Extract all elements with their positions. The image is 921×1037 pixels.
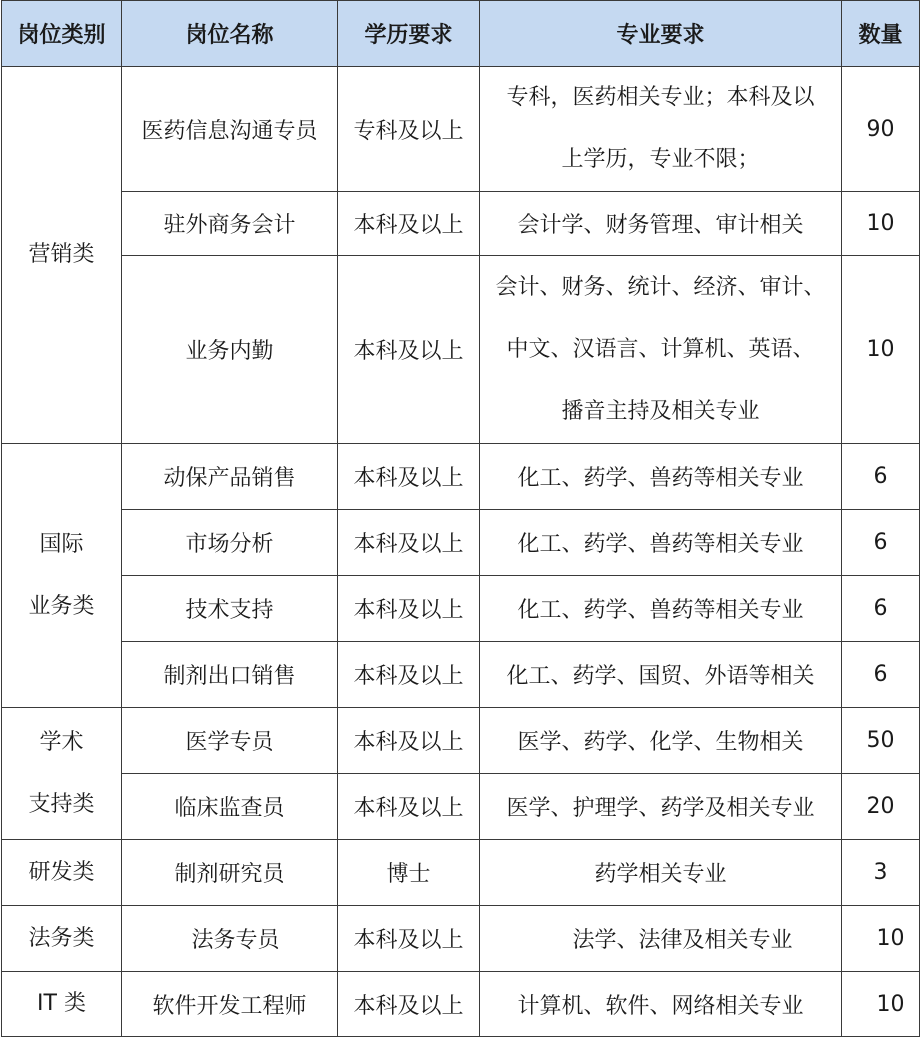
major-cell: 医学、护理学、药学及相关专业 xyxy=(480,774,842,840)
education-cell: 本科及以上 xyxy=(338,256,480,444)
table-row xyxy=(2,192,920,256)
major-text: 法学、法律及相关专业 xyxy=(572,928,793,953)
position-cell: 动保产品销售 xyxy=(122,444,338,510)
position-cell: 医药信息沟通专员 xyxy=(122,67,338,192)
education-cell: 本科及以上 xyxy=(338,576,480,642)
education-cell: 专科及以上 xyxy=(338,67,480,192)
position-cell: 技术支持 xyxy=(122,576,338,642)
major-cell: 会计学、财务管理、审计相关 xyxy=(480,192,842,256)
table-row xyxy=(2,642,920,708)
education-cell: 本科及以上 xyxy=(338,906,480,972)
category-line: 国际 xyxy=(39,531,84,557)
major-line: 专科，医药相关专业；本科及以 xyxy=(506,85,815,110)
position-cell: 制剂出口销售 xyxy=(122,642,338,708)
quantity-cell xyxy=(842,972,920,1037)
education-cell: 本科及以上 xyxy=(338,510,480,576)
quantity-cell: 90 xyxy=(842,67,920,192)
quantity-cell: 6 xyxy=(842,510,920,576)
position-cell: 业务内勤 xyxy=(122,256,338,444)
table-row xyxy=(2,708,920,774)
major-line: 播音主持及相关专业 xyxy=(561,398,760,424)
major-line: 会计、财务、统计、经济、审计、 xyxy=(495,274,826,300)
table-row xyxy=(2,840,920,906)
quantity-text: 10 xyxy=(876,926,905,951)
table-row xyxy=(2,510,920,576)
position-cell: 市场分析 xyxy=(122,510,338,576)
quantity-cell: 3 xyxy=(842,840,920,906)
table-row xyxy=(2,444,920,510)
category-legal: 法务类 xyxy=(2,906,122,972)
position-cell: 驻外商务会计 xyxy=(122,192,338,256)
education-cell: 本科及以上 xyxy=(338,444,480,510)
job-table xyxy=(1,0,920,1037)
position-cell: 软件开发工程师 xyxy=(122,972,338,1037)
category-it: IT 类 xyxy=(2,972,122,1037)
major-cell: 化工、药学、国贸、外语等相关 xyxy=(480,642,842,708)
major-line: 中文、汉语言、计算机、英语、 xyxy=(506,336,815,362)
header-row xyxy=(2,1,920,67)
table-row xyxy=(2,67,920,192)
header-major: 专业要求 xyxy=(480,1,842,67)
table-row xyxy=(2,906,920,972)
quantity-cell xyxy=(842,906,920,972)
table-row xyxy=(2,972,920,1037)
header-quantity: 数量 xyxy=(842,1,920,67)
category-rnd: 研发类 xyxy=(2,840,122,906)
quantity-cell: 50 xyxy=(842,708,920,774)
category-international xyxy=(2,444,122,708)
education-cell: 本科及以上 xyxy=(338,642,480,708)
major-cell: 化工、药学、兽药等相关专业 xyxy=(480,576,842,642)
quantity-text: 10 xyxy=(876,991,905,1017)
category-line: 业务类 xyxy=(28,593,95,619)
quantity-cell: 10 xyxy=(842,256,920,444)
position-text: 法务专员 xyxy=(191,928,280,953)
education-cell: 博士 xyxy=(338,840,480,906)
major-cell: 药学相关专业 xyxy=(480,840,842,906)
position-cell: 临床监查员 xyxy=(122,774,338,840)
quantity-cell: 6 xyxy=(842,576,920,642)
major-cell: 化工、药学、兽药等相关专业 xyxy=(480,444,842,510)
category-line: 支持类 xyxy=(28,791,95,817)
major-cell: 计算机、软件、网络相关专业 xyxy=(480,972,842,1037)
major-cell xyxy=(480,906,842,972)
quantity-cell: 6 xyxy=(842,642,920,708)
header-education: 学历要求 xyxy=(338,1,480,67)
education-cell: 本科及以上 xyxy=(338,192,480,256)
major-cell xyxy=(480,256,842,444)
category-marketing: 营销类 xyxy=(2,67,122,444)
category-academic xyxy=(2,708,122,840)
header-category: 岗位类别 xyxy=(2,1,122,67)
position-cell: 制剂研究员 xyxy=(122,840,338,906)
table-row xyxy=(2,774,920,840)
education-cell: 本科及以上 xyxy=(338,774,480,840)
quantity-cell: 20 xyxy=(842,774,920,840)
education-cell: 本科及以上 xyxy=(338,708,480,774)
major-line: 上学历，专业不限； xyxy=(561,147,760,172)
major-cell: 医学、药学、化学、生物相关 xyxy=(480,708,842,774)
table-row xyxy=(2,576,920,642)
position-cell: 医学专员 xyxy=(122,708,338,774)
header-position: 岗位名称 xyxy=(122,1,338,67)
major-cell: 化工、药学、兽药等相关专业 xyxy=(480,510,842,576)
major-cell xyxy=(480,67,842,192)
position-cell xyxy=(122,906,338,972)
education-cell: 本科及以上 xyxy=(338,972,480,1037)
table-row xyxy=(2,256,920,444)
quantity-cell: 6 xyxy=(842,444,920,510)
category-line: 学术 xyxy=(39,729,84,755)
quantity-cell: 10 xyxy=(842,192,920,256)
